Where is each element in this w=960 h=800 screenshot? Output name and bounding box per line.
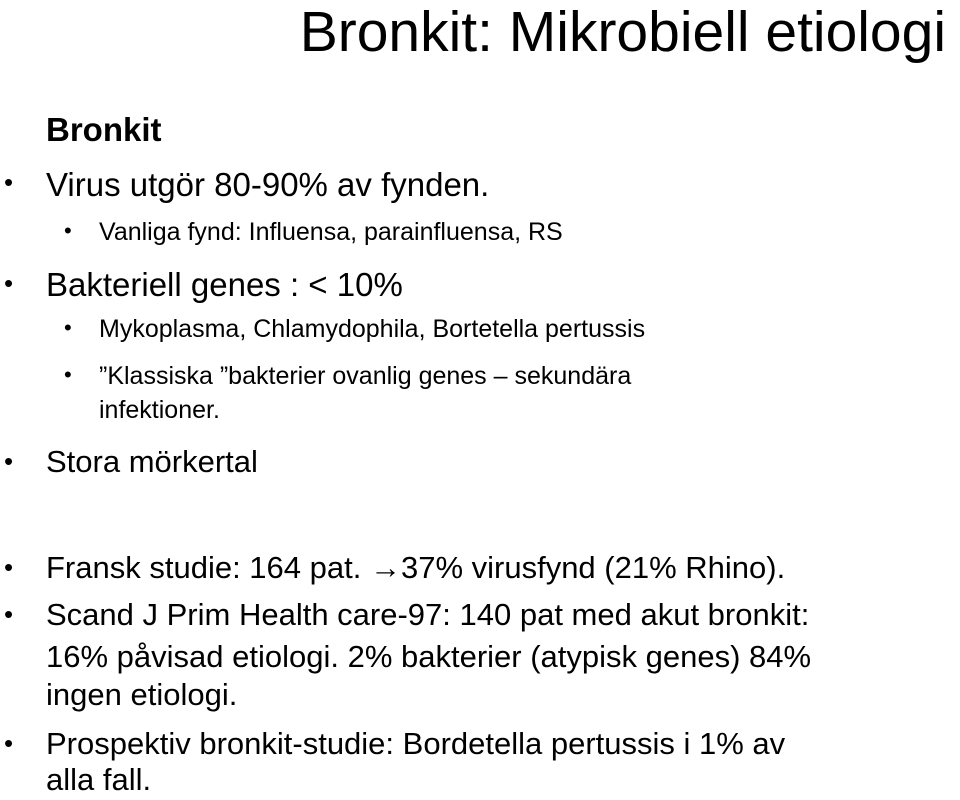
bullet-icon: • <box>4 268 14 298</box>
sub-bullet-classic-bacteria-line2: infektioner. <box>99 396 220 424</box>
sub-bullet-classic-bacteria-line1: ”Klassiska ”bakterier ovanlig genes – sekundära <box>99 362 632 390</box>
bullet-scand-study-line1: Scand J Prim Health care-97: 140 pat med akut bronkit: <box>46 597 810 632</box>
slide-title: Bronkit: Mikrobiell etiologi <box>299 0 946 64</box>
bullet-icon: • <box>4 552 14 582</box>
bullet-virus: Virus utgör 80-90% av fynden. <box>46 166 490 203</box>
bullet-icon: • <box>4 599 14 629</box>
bullet-icon: • <box>4 446 14 476</box>
bullet-scand-study-line2: 16% påvisad etiologi. 2% bakterier (atypisk genes) 84% <box>46 639 812 674</box>
bullet-icon: • <box>64 362 72 387</box>
bullet-icon: • <box>64 315 72 340</box>
bullet-scand-study-line3: ingen etiologi. <box>46 677 238 712</box>
french-study-text-a: Fransk studie: 164 pat. <box>46 550 370 585</box>
arrow-right-icon: → <box>369 550 401 585</box>
section-heading: Bronkit <box>46 111 162 148</box>
bullet-prospective-study-line2: alla fall. <box>46 762 152 797</box>
bullet-icon: • <box>64 218 72 243</box>
bullet-french-study <box>46 548 785 588</box>
french-study-text-b: 37% virusfynd (21% Rhino). <box>400 550 786 585</box>
sub-bullet-mycoplasma: Mykoplasma, Chlamydophila, Bortetella pertussis <box>99 315 646 343</box>
bullet-bacterial-genesis: Bakteriell genes : < 10% <box>46 266 403 303</box>
bullet-icon: • <box>4 728 14 758</box>
bullet-prospective-study-line1: Prospektiv bronkit-studie: Bordetella pertussis i 1% av <box>46 726 786 761</box>
sub-bullet-common-findings: Vanliga fynd: Influensa, parainfluensa, RS <box>99 218 563 246</box>
bullet-dark-figures: Stora mörkertal <box>46 444 258 479</box>
bullet-icon: • <box>4 167 14 197</box>
